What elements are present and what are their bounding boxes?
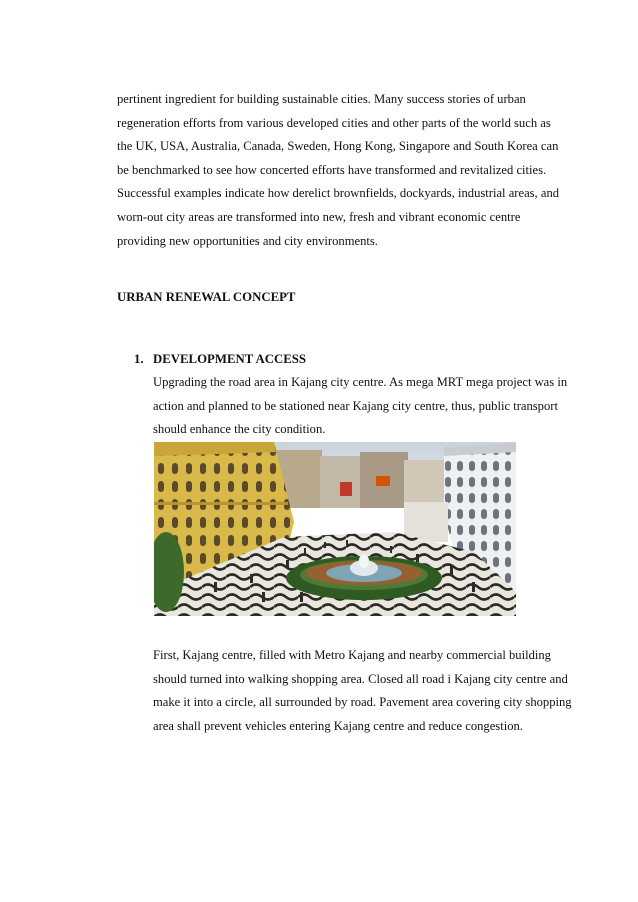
city-plaza-photo xyxy=(154,442,516,616)
list-item-paragraph-continued: First, Kajang centre, filled with Metro Kajang and nearby commercial building should turned into walking shopping area. Closed all road i Kajang city centre and make it into a circle, all surrounded by road. Pavement area covering city shopping area shall prevent vehicles entering Kajang centre and reduce congestion. xyxy=(153,648,572,733)
distant-building xyxy=(404,460,444,508)
list-item-paragraph: Upgrading the road area in Kajang city centre. As mega MRT mega project was in action and planned to be stationed near Kajang city centre, thus, public transport should enhance the city condition. xyxy=(153,375,568,437)
list-item-number: 1. xyxy=(134,352,144,366)
list-item-title: DEVELOPMENT ACCESS xyxy=(153,352,307,366)
section-heading: URBAN RENEWAL CONCEPT xyxy=(117,290,296,304)
intro-paragraph: pertinent ingredient for building sustainable cities. Many success stories of urban regeneration efforts from various developed cities and other parts of the world such as the UK, USA, Australia, Canada, Sweden, Hong Kong, Singapore and South Korea can be benchmarked to see how concerted efforts have transformed and revitalized cities. Successful examples indicate how derelict brownfields, dockyards, industrial areas, and worn-out city areas are transformed into new, fresh and vibrant economic centre providing new opportunities and city environments. xyxy=(117,92,560,248)
